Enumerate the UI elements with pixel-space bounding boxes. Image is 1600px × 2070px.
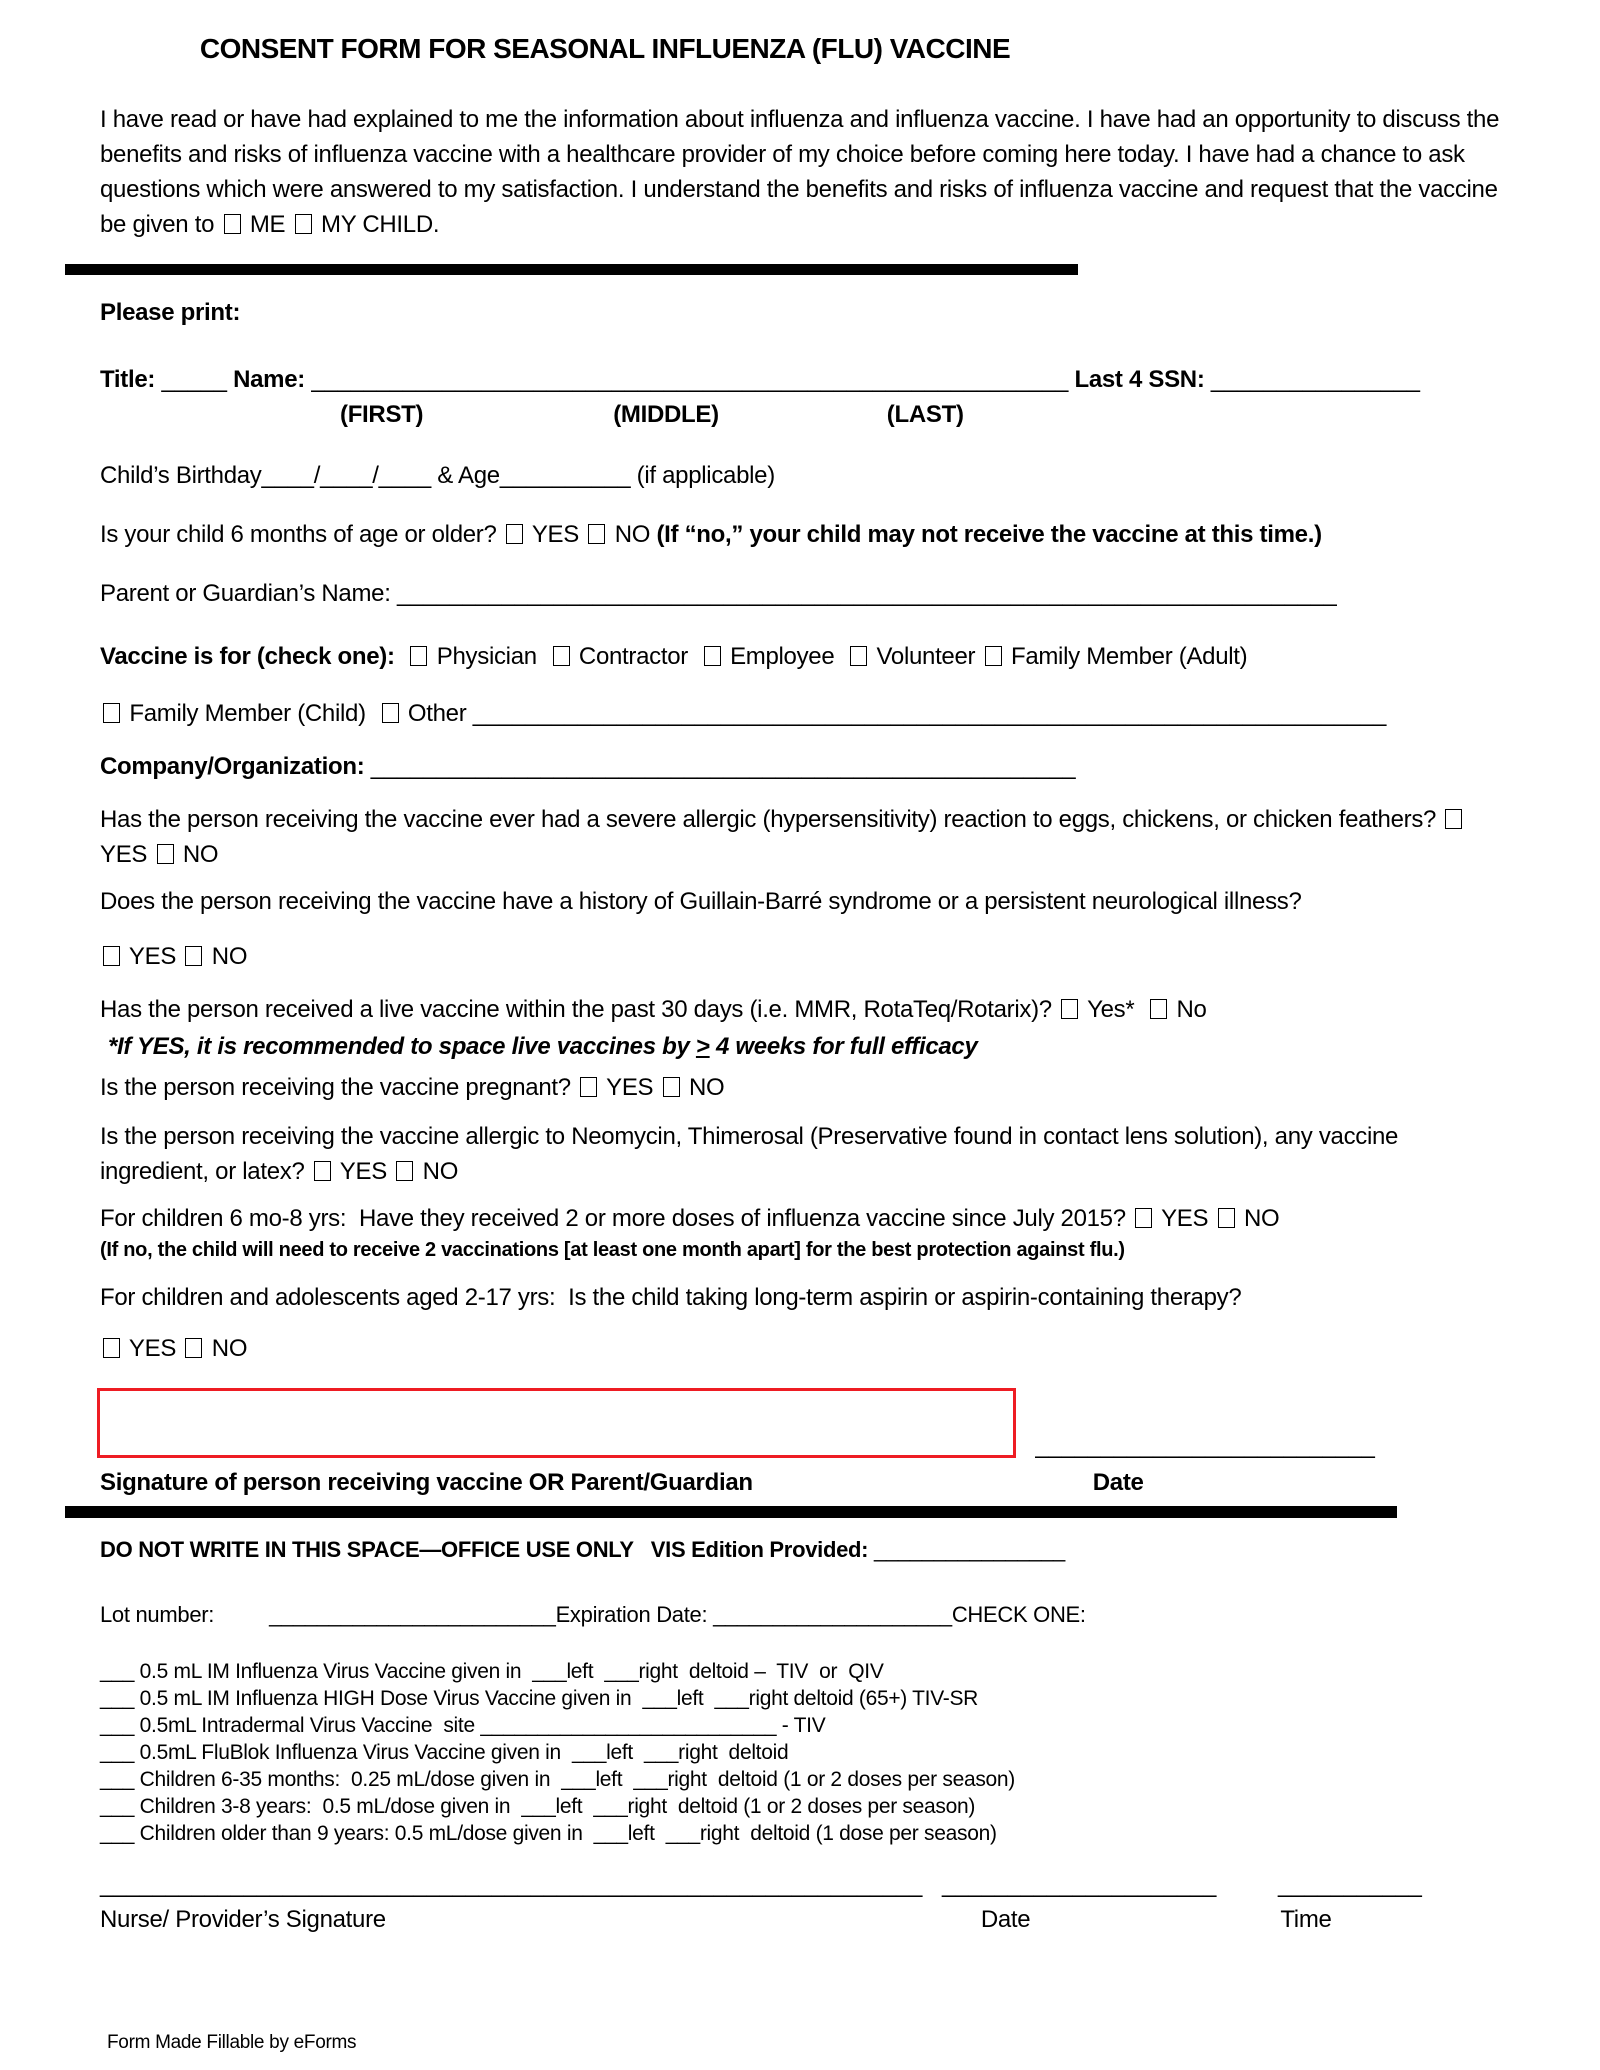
checkbox-me[interactable] [224,214,241,234]
text-run: YES [333,1158,394,1185]
text-run: Contractor [572,643,701,670]
text-run: YES [123,943,183,970]
check-high-dose-blank[interactable]: ___ [100,1687,135,1710]
text-run: right deltoid (1 dose per season) [699,1822,997,1845]
company-organization-blank[interactable]: ______________________________________________________ [370,753,1076,780]
children-9-left-blank[interactable]: ___ [593,1822,628,1845]
text-run: 0.5 mL IM Influenza Virus Vaccine given in [134,1660,533,1683]
text-run: 0.5mL FluBlok Influenza Virus Vaccine given in [134,1741,572,1764]
question-children-6mo-8yrs [100,1201,1505,1236]
provider-labels-row [100,1902,1505,1937]
text-run: Is your child 6 months of age or older? [100,521,503,548]
checkbox-egg-allergy-no[interactable] [157,844,174,864]
checkbox-pregnant-yes[interactable] [580,1077,597,1097]
child-birthday-row [100,458,1505,493]
text-run: (If “no,” your child may not receive the vaccine at this time.) [656,521,1322,548]
text-run: NO [176,841,219,868]
checkbox-my-child[interactable] [295,214,312,234]
text-run: right deltoid (65+) TIV-SR [748,1687,979,1710]
text-run: Name: [226,366,312,393]
children-6-35-left-blank[interactable]: ___ [561,1768,596,1791]
text-run: CHECK ONE: [951,1602,1086,1627]
checkbox-physician[interactable] [410,646,427,666]
text-run: left [566,1660,605,1683]
text-run: left [606,1741,644,1764]
check-children-3-8-blank[interactable]: ___ [100,1795,135,1818]
checkbox-live-vaccine-yes[interactable] [1061,999,1078,1019]
text-run: (FIRST) [340,401,424,428]
form-content [100,0,1505,1937]
text-run: Please print: [100,299,241,326]
text-run: Date [980,1906,1031,1933]
spacer [719,421,887,422]
text-run: Company/Organization: [100,753,371,780]
text-run: Vaccine is for (check one): [100,643,408,670]
text-run: Date [1092,1469,1144,1496]
text-run: right deltoid – TIV or QIV [638,1660,884,1683]
please-print-heading [100,295,1505,330]
text-run: right deltoid [678,1741,789,1764]
text-run: - TIV [776,1714,826,1737]
parent-guardian-name-blank[interactable]: ________________________________________________________________________ [396,580,1337,607]
question-neomycin-allergy [100,1119,1505,1189]
check-tiv-qiv-blank[interactable]: ___ [100,1660,135,1683]
company-row [100,749,1505,784]
spacer [1030,1926,1280,1927]
text-run: right deltoid (1 or 2 doses per season) [627,1795,976,1818]
text-run: left [676,1687,715,1710]
checkbox-two-doses-no[interactable] [1218,1208,1235,1228]
text-run: Children 6-35 months: 0.25 mL/dose given in [134,1768,562,1791]
signature-row [100,1428,1505,1463]
text-run: DO NOT WRITE IN THIS SPACE—OFFICE USE ONLY VIS Edition Provided: [100,1537,875,1562]
text-run: Children older than 9 years: 0.5 mL/dose given in [134,1822,594,1845]
vaccine-is-for-row [100,639,1505,674]
children-9-right-blank[interactable]: ___ [665,1822,700,1845]
signature-line-wrap [100,1428,1013,1463]
children-6-35-right-blank[interactable]: ___ [633,1768,668,1791]
high-dose-left-blank[interactable]: ___ [642,1687,677,1710]
text-run: / [372,462,379,489]
name-blank[interactable]: __________________________________________________________ [311,366,1069,393]
name-sублabels-row [100,397,1505,432]
checkbox-aspirin-yes[interactable] [103,1338,120,1358]
spacer [423,421,613,422]
text-run: For children and adolescents aged 2-17 yrs: Is the child taking long-term aspirin or aspirin-containing therapy? [100,1284,1242,1311]
text-run: Last 4 SSN: [1068,366,1211,393]
text-run: Children 3-8 years: 0.5 mL/dose given in [134,1795,522,1818]
text-run: left [595,1768,634,1791]
check-option-high-dose [100,1685,1505,1712]
checkbox-egg-allergy-yes[interactable] [1445,809,1462,829]
question-pregnant [100,1070,1505,1105]
check-option-children-older-9 [100,1820,1505,1847]
text-run: & Age [430,462,500,489]
check-option-tiv-qiv [100,1658,1505,1685]
flublok-right-blank[interactable]: ___ [644,1741,679,1764]
text-run: *If YES, it is recommended to space live vaccines by [108,1033,696,1060]
text-run: Expiration Date: [555,1602,714,1627]
check-option-children-3-8-years [100,1793,1505,1820]
title-blank[interactable]: _____ [161,366,227,393]
text-run: YES [600,1074,660,1101]
text-run: Has the person receiving the vaccine ever had a severe allergic (hypersensitivity) reaction to eggs, chickens, or chicken feathers? [100,806,1443,833]
lot-number-blank[interactable]: ________________________ [269,1602,556,1627]
children-3-8-left-blank[interactable]: ___ [521,1795,556,1818]
text-run: Parent or Guardian’s Name: [100,580,397,607]
text-run: Signature of person receiving vaccine OR Parent/Guardian [100,1469,753,1496]
expiration-date-blank[interactable]: ____________________ [713,1602,952,1627]
spacer [922,1891,942,1892]
text-run: Physician [430,643,550,670]
text-run: left [555,1795,594,1818]
text-run: NO [416,1158,459,1185]
vis-edition-blank[interactable]: ________________ [874,1537,1065,1562]
text-run: Title: [100,366,162,393]
check-children-6-35-blank[interactable]: ___ [100,1768,135,1791]
guillain-barre-yes-no [100,939,1505,974]
text-run: Family Member (Child) [123,700,379,727]
text-run: Is the person receiving the vaccine pregnant? [100,1074,578,1101]
question-guillain-barre [100,884,1505,919]
checkbox-aspirin-no[interactable] [185,1338,202,1358]
checkbox-other[interactable] [382,703,399,723]
text-run: Is the person receiving the vaccine allergic to Neomycin, Thimerosal (Preservative found in contact lens solution), any vaccine ingredient, or latex? [100,1123,1405,1185]
text-run: Lot number: [100,1602,215,1627]
children-3-8-right-blank[interactable]: ___ [593,1795,628,1818]
checkbox-pregnant-no[interactable] [663,1077,680,1097]
text-run: ME [243,211,292,238]
checkbox-guillain-no[interactable] [185,946,202,966]
checkbox-ingredient-allergy-no[interactable] [396,1161,413,1181]
live-vaccine-note [100,1029,1505,1064]
text-run: I have read or have had explained to me the information about influenza and influenza vaccine. I have had an opportunity to discuss the benefits and risks of influenza vaccine with a healthcare provider of my choice before coming here today. I have had a chance to ask questions which were answered to my satisfaction. I understand the benefits and risks of influenza vaccine and request that the vaccine be given to [100,106,1506,238]
birthday-year-blank[interactable]: ____ [378,462,431,489]
checkbox-employee[interactable] [704,646,721,666]
signature-blank[interactable]: ______________________________________________________________________ [100,1432,1014,1459]
parent-guardian-row [100,576,1505,611]
question-child-six-months [100,517,1505,552]
lot-number-row [100,1597,1505,1632]
text-run: Has the person received a live vaccine within the past 30 days (i.e. MMR, RotaTeq/Rotarix)? [100,996,1059,1023]
text-run: > [695,1033,710,1060]
family-child-other-row [100,696,1505,731]
signature-date-blank[interactable]: __________________________ [1035,1432,1375,1459]
text-run: 0.5mL Intradermal Virus Vaccine site [134,1714,481,1737]
text-run: Family Member (Adult) [1004,643,1248,670]
office-use-heading [100,1532,1505,1567]
provider-time-blank[interactable]: ___________ [1278,1871,1422,1898]
checkbox-six-months-no[interactable] [588,524,605,544]
age-blank[interactable]: __________ [499,462,631,489]
checkbox-guillain-yes[interactable] [103,946,120,966]
birthday-month-blank[interactable]: ____ [261,462,314,489]
high-dose-right-blank[interactable]: ___ [714,1687,749,1710]
text-run: NO [205,1335,248,1362]
text-run: Time [1280,1906,1332,1933]
other-blank[interactable]: ______________________________________________________________________ [472,700,1387,727]
footer-credit: Form Made Fillable by eForms [107,2032,357,2053]
check-option-flublok [100,1739,1505,1766]
intradermal-site-blank[interactable]: __________________________ [480,1714,777,1737]
question-live-vaccine [100,992,1505,1027]
aspirin-yes-no [100,1331,1505,1366]
text-run: For children 6 mo-8 yrs: Have they received 2 or more doses of influenza vaccine since July 2015? [100,1205,1133,1232]
children-6mo-8yrs-note [100,1236,1505,1264]
checkbox-live-vaccine-no[interactable] [1150,999,1167,1019]
spacer [1216,1891,1278,1892]
text-run: Nurse/ Provider’s Signature [100,1906,386,1933]
text-run: right deltoid (1 or 2 doses per season) [667,1768,1016,1791]
ssn-blank[interactable]: ________________ [1210,366,1420,393]
checkbox-six-months-yes[interactable] [506,524,523,544]
text-run: MY CHILD. [314,211,440,238]
check-option-children-6-35-months [100,1766,1505,1793]
form-body [100,102,1505,1937]
provider-signature-blank[interactable]: _______________________________________________________________ [100,1871,923,1898]
text-run: Employee [723,643,848,670]
provider-blanks-row [100,1867,1505,1902]
text-run: NO [608,521,657,548]
question-egg-allergy [100,802,1505,872]
checkbox-two-doses-yes[interactable] [1135,1208,1152,1228]
text-run: No [1170,996,1207,1023]
flublok-left-blank[interactable]: ___ [571,1741,607,1764]
name-ssn-row [100,362,1505,397]
text-run: Yes* [1081,996,1148,1023]
tiv-qiv-left-blank[interactable]: ___ [532,1660,567,1683]
text-run: YES [123,1335,183,1362]
text-run: (If no, the child will need to receive 2 vaccinations [at least one month apart] for the best protection against flu.) [100,1239,1125,1261]
signature-labels-row [100,1465,1505,1500]
text-run: 0.5 mL IM Influenza HIGH Dose Virus Vaccine given in [134,1687,643,1710]
text-run: 4 weeks for full efficacy [709,1033,978,1060]
spacer [386,1926,981,1927]
intro-paragraph [100,102,1505,242]
check-children-9-blank[interactable]: ___ [100,1822,135,1845]
check-option-intradermal [100,1712,1505,1739]
text-run: Does the person receiving the vaccine have a history of Guillain-Barré syndrome or a persistent neurological illness? [100,888,1302,915]
text-run: Volunteer [870,643,982,670]
text-run: Child’s Birthday [100,462,262,489]
text-run: YES [525,521,586,548]
page-title: CONSENT FORM FOR SEASONAL INFLUENZA (FLU) VACCINE [199,33,1011,64]
spacer [100,421,340,422]
checkbox-family-member-child[interactable] [103,703,120,723]
question-children-2-17-aspirin [100,1280,1505,1315]
text-run: left [627,1822,666,1845]
text-run: YES [1155,1205,1215,1232]
checkbox-ingredient-allergy-yes[interactable] [314,1161,331,1181]
checkbox-contractor[interactable] [553,646,570,666]
text-run: NO [682,1074,725,1101]
divider-top [65,264,1078,275]
check-flublok-blank[interactable]: ___ [100,1741,135,1764]
text-run: Other [401,700,473,727]
spacer [214,1621,269,1622]
provider-date-blank[interactable]: _____________________ [942,1871,1217,1898]
checkbox-family-member-adult[interactable] [985,646,1002,666]
check-intradermal-blank[interactable]: ___ [100,1714,135,1737]
text-run: NO [1237,1205,1280,1232]
signature-field-box[interactable] [97,1388,1016,1458]
checkbox-volunteer[interactable] [850,646,867,666]
text-run: (if applicable) [630,462,775,489]
spacer [753,1489,1093,1490]
text-run: (LAST) [886,401,964,428]
text-run: NO [205,943,248,970]
text-run: (MIDDLE) [613,401,719,428]
text-run: YES [100,806,1472,868]
birthday-day-blank[interactable]: ____ [320,462,373,489]
text-run: / [313,462,321,489]
divider-office [65,1506,1397,1518]
tiv-qiv-right-blank[interactable]: ___ [604,1660,639,1683]
